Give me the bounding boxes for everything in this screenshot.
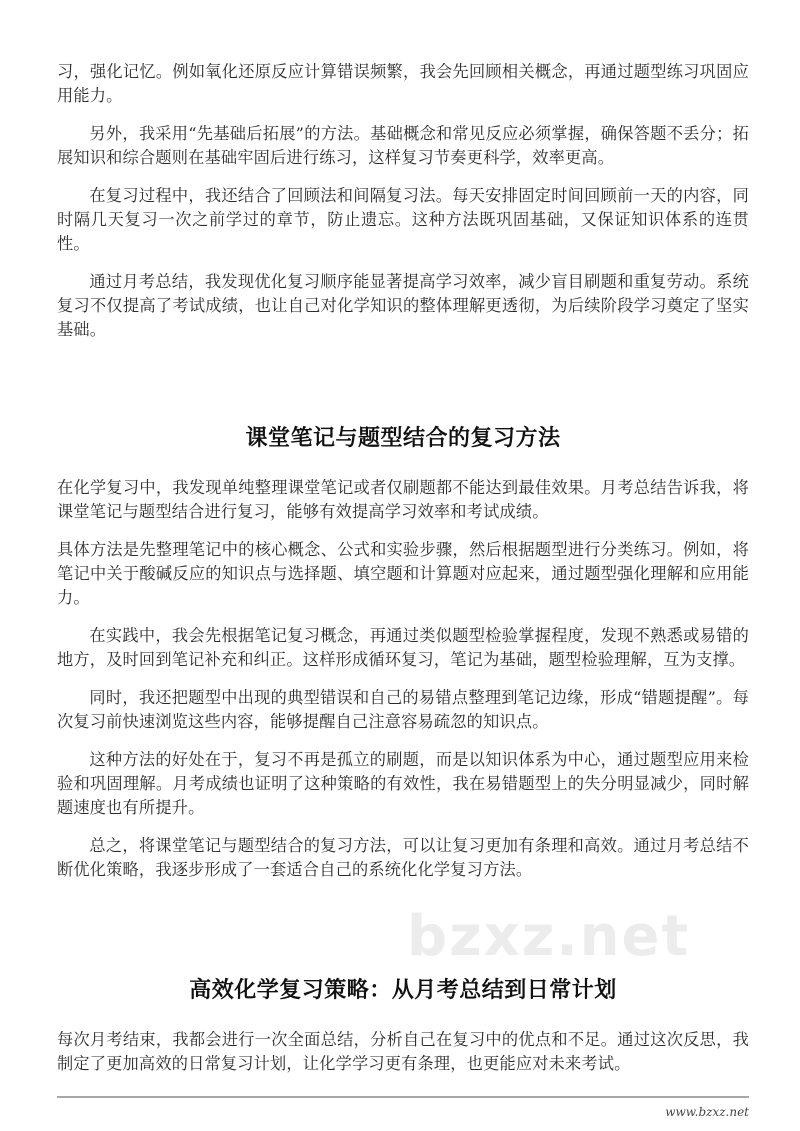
paragraph: 这种方法的好处在于，复习不再是孤立的刷题，而是以知识体系为中心，通过题型应用来检验和巩固理解。月考成绩也证明了这种策略的有效性，我在易错题型上的失分明显减少，同时解题速度也有所提升。 xyxy=(57,750,749,817)
paragraph: 另外，我采用“先基础后拓展”的方法。基础概念和常见反应必须掌握，确保答题不丢分；拓展知识和综合题则在基础牢固后进行练习，这样复习节奏更科学，效率更高。 xyxy=(57,124,749,167)
watermark: bzxz.net xyxy=(407,904,691,969)
paragraph: 每次月考结束，我都会进行一次全面总结，分析自己在复习中的优点和不足。通过这次反思，我制定了更加高效的日常复习计划，让化学学习更有条理，也更能应对未来考试。 xyxy=(57,1030,749,1073)
footer-divider xyxy=(57,1096,749,1098)
paragraph: 习，强化记忆。例如氧化还原反应计算错误频繁，我会先回顾相关概念，再通过题型练习巩固应用能力。 xyxy=(57,62,749,105)
paragraph: 在实践中，我会先根据笔记复习概念，再通过类似题型检验掌握程度，发现不熟悉或易错的地方，及时回到笔记补充和纠正。这样形成循环复习，笔记为基础，题型检验理解，互为支撑。 xyxy=(57,626,749,669)
document-page xyxy=(57,0,749,1120)
paragraph: 在化学复习中，我发现单纯整理课堂笔记或者仅刷题都不能达到最佳效果。月考总结告诉我，将课堂笔记与题型结合进行复习，能够有效提高学习效率和考试成绩。 xyxy=(57,478,749,521)
paragraph: 具体方法是先整理笔记中的核心概念、公式和实验步骤，然后根据题型进行分类练习。例如，将笔记中关于酸碱反应的知识点与选择题、填空题和计算题对应起来，通过题型强化理解和应用能力。 xyxy=(57,540,749,607)
paragraph: 总之，将课堂笔记与题型结合的复习方法，可以让复习更加有条理和高效。通过月考总结不断优化策略，我逐步形成了一套适合自己的系统化化学复习方法。 xyxy=(57,836,749,879)
paragraph: 在复习过程中，我还结合了回顾法和间隔复习法。每天安排固定时间回顾前一天的内容，同时隔几天复习一次之前学过的章节，防止遗忘。这种方法既巩固基础，又保证知识体系的连贯性。 xyxy=(57,186,749,253)
paragraph: 同时，我还把题型中出现的典型错误和自己的易错点整理到笔记边缘，形成“错题提醒”。每次复习前快速浏览这些内容，能够提醒自己注意容易疏忽的知识点。 xyxy=(57,688,749,731)
section-heading: 高效化学复习策略：从月考总结到日常计划 xyxy=(189,978,617,1003)
paragraph: 通过月考总结，我发现优化复习顺序能显著提高学习效率，减少盲目刷题和重复劳动。系统复习不仅提高了考试成绩，也让自己对化学知识的整体理解更透彻，为后续阶段学习奠定了坚实基础。 xyxy=(57,272,749,339)
section-heading: 课堂笔记与题型结合的复习方法 xyxy=(245,426,561,451)
footer-url: www.bzxz.net xyxy=(665,1105,749,1119)
